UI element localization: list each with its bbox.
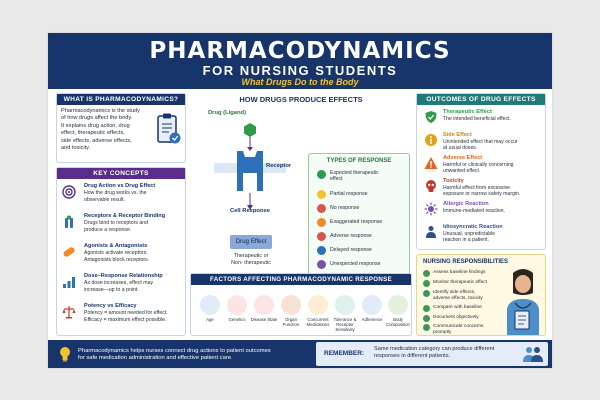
- partial-icon: [317, 190, 326, 199]
- factor-item: Concurrent Medications: [304, 295, 332, 331]
- remember-box: [316, 342, 548, 366]
- page-title: PHARMACODYNAMICS: [149, 38, 451, 64]
- receptor-icon: [62, 215, 76, 229]
- info-icon: [424, 133, 438, 147]
- drug-ligand-hexagon: [244, 123, 256, 137]
- factor-item: Organ Function: [277, 295, 305, 331]
- shield-check-icon: [424, 110, 438, 124]
- checklist-icon: [362, 295, 382, 315]
- scale-icon: [62, 305, 76, 319]
- check-icon: [423, 305, 430, 312]
- nursing-item: Monitor therapeutic effect: [423, 279, 509, 289]
- types-of-response-panel: [308, 153, 410, 277]
- outcome-item: Idiosyncratic Reaction Unusual, unpredictable reaction in a patient.: [421, 224, 543, 248]
- drug-effect-box: Drug Effect: [230, 235, 272, 249]
- response-item: Delayed response: [317, 245, 409, 256]
- key-concept-item: Drug Action vs Drug Effect How the drug works vs. the observable result.: [60, 183, 184, 207]
- response-item: Exaggerated response: [317, 217, 409, 228]
- body-icon: [388, 295, 408, 315]
- factor-item: Genetics: [223, 295, 251, 331]
- poster: [48, 33, 552, 368]
- header-banner: [48, 33, 552, 89]
- nursing-item: Identify side effects, adverse effects, toxicity: [423, 289, 509, 303]
- footer-bar: [48, 340, 552, 368]
- outcome-item: Adverse Effect Harmful or clinically concerning unwanted effect.: [421, 155, 543, 179]
- key-concept-item: Receptors & Receptor Binding Drugs bind to receptors and produce a response.: [60, 213, 184, 237]
- check-icon: [423, 280, 430, 287]
- factors-heading: FACTORS AFFECTING PHARMACODYNAMIC RESPONSE: [191, 274, 411, 285]
- outcomes-panel: [416, 93, 546, 250]
- types-of-response-heading: TYPES OF RESPONSE: [326, 158, 392, 164]
- nursing-item: Compare with baseline: [423, 304, 509, 314]
- clipboard-check-icon: [156, 112, 182, 146]
- outcome-item: Allergic Reaction Immune-mediated reaction.: [421, 201, 543, 225]
- pills-icon: [308, 295, 328, 315]
- receptor-shape: [237, 151, 263, 191]
- dna-icon: [227, 295, 247, 315]
- factor-item: Disease State: [250, 295, 278, 331]
- response-item: No response: [317, 203, 409, 214]
- patients-icon: [522, 345, 544, 363]
- drug-ligand-label: Drug (Ligand): [208, 110, 246, 116]
- lightbulb-icon: [58, 346, 72, 362]
- check-icon: [423, 290, 430, 297]
- kidney-icon: [281, 295, 301, 315]
- outcomes-heading: OUTCOMES OF DRUG EFFECTS: [417, 94, 545, 105]
- nursing-item: Assess baseline findings: [423, 269, 509, 279]
- question-icon: [317, 260, 326, 269]
- people-icon: [200, 295, 220, 315]
- warning-icon: [424, 156, 438, 170]
- nurse-illustration-icon: [501, 267, 545, 335]
- nursing-heading: NURSING RESPONSIBILITIES: [423, 259, 509, 265]
- response-item: Adverse response: [317, 231, 409, 242]
- check-icon: [423, 270, 430, 277]
- key-concepts-heading: KEY CONCEPTS: [57, 168, 185, 179]
- outcome-item: Side Effect Unintended effect that may occur at usual doses.: [421, 132, 543, 156]
- response-item: Unexpected response: [317, 259, 409, 270]
- what-is-heading: WHAT IS PHARMACODYNAMICS?: [57, 94, 185, 105]
- how-effects-heading: HOW DRUGS PRODUCE EFFECTS: [239, 95, 363, 104]
- key-concept-item: Dose–Response Relationship As dose increases, effect may increase—up to a point.: [60, 273, 184, 297]
- check-icon: [423, 315, 430, 322]
- adverse-icon: [317, 232, 326, 241]
- key-concepts-panel: [56, 167, 186, 336]
- bar-chart-icon: [62, 275, 76, 289]
- key-concept-item: Agonists & Antagonists Agonists activate receptors. Antagonists block receptors.: [60, 243, 184, 267]
- how-effects-panel: [190, 93, 412, 289]
- delayed-clock-icon: [317, 246, 326, 255]
- no-response-icon: [317, 204, 326, 213]
- therapeutic-label: Therapeutic or Non- therapeutic: [231, 253, 271, 266]
- response-item: Partial response: [317, 189, 409, 200]
- remember-text: Same medication category can produce different responses in different patients.: [374, 346, 495, 360]
- heartbeat-icon: [254, 295, 274, 315]
- outcome-item: Therapeutic Effect The intended beneficial effect.: [421, 109, 543, 133]
- page-tagline: What Drugs Do to the Body: [241, 77, 359, 87]
- head-icon: [335, 295, 355, 315]
- check-icon: [423, 324, 430, 331]
- response-item: Expected therapeutic effect: [317, 169, 409, 185]
- what-is-panel: [56, 93, 186, 163]
- footer-message: Pharmacodynamics helps nurses connect drug actions to patient outcomes for safe medication administration and effective patient care.: [78, 348, 271, 362]
- exaggerated-icon: [317, 218, 326, 227]
- page-subtitle: FOR NURSING STUDENTS: [202, 63, 398, 78]
- what-is-text: Pharmacodynamics is the study of how drugs affect the body. It explains drug action, drug effect, therapeutic effects, side effects, adverse effects, and toxicity.: [61, 108, 140, 152]
- factor-item: Age: [196, 295, 224, 331]
- nursing-item: Communicate concerns promptly: [423, 323, 509, 337]
- cell-response-label: Cell Response: [230, 208, 270, 214]
- remember-label: REMEMBER:: [324, 350, 365, 357]
- target-icon: [62, 185, 76, 199]
- capsule-icon: [62, 245, 76, 259]
- check-icon: [317, 170, 326, 179]
- receptor-label: Receptor: [266, 163, 292, 169]
- outcome-item: Toxicity Harmful effect from excessive exposure or narrow safety margin.: [421, 178, 543, 202]
- skull-icon: [424, 179, 438, 193]
- nursing-item: Document objectively: [423, 314, 509, 324]
- factor-item: Adherence: [358, 295, 386, 331]
- allergy-icon: [424, 202, 438, 216]
- nursing-panel: [416, 254, 546, 336]
- person-icon: [424, 225, 438, 239]
- key-concept-item: Potency vs Efficacy Potency = amount needed for effect. Efficacy = maximum effect possible.: [60, 303, 184, 327]
- factor-item: Body Composition: [384, 295, 412, 331]
- factor-item: Tolerance & Receptor Sensitivity: [331, 295, 359, 331]
